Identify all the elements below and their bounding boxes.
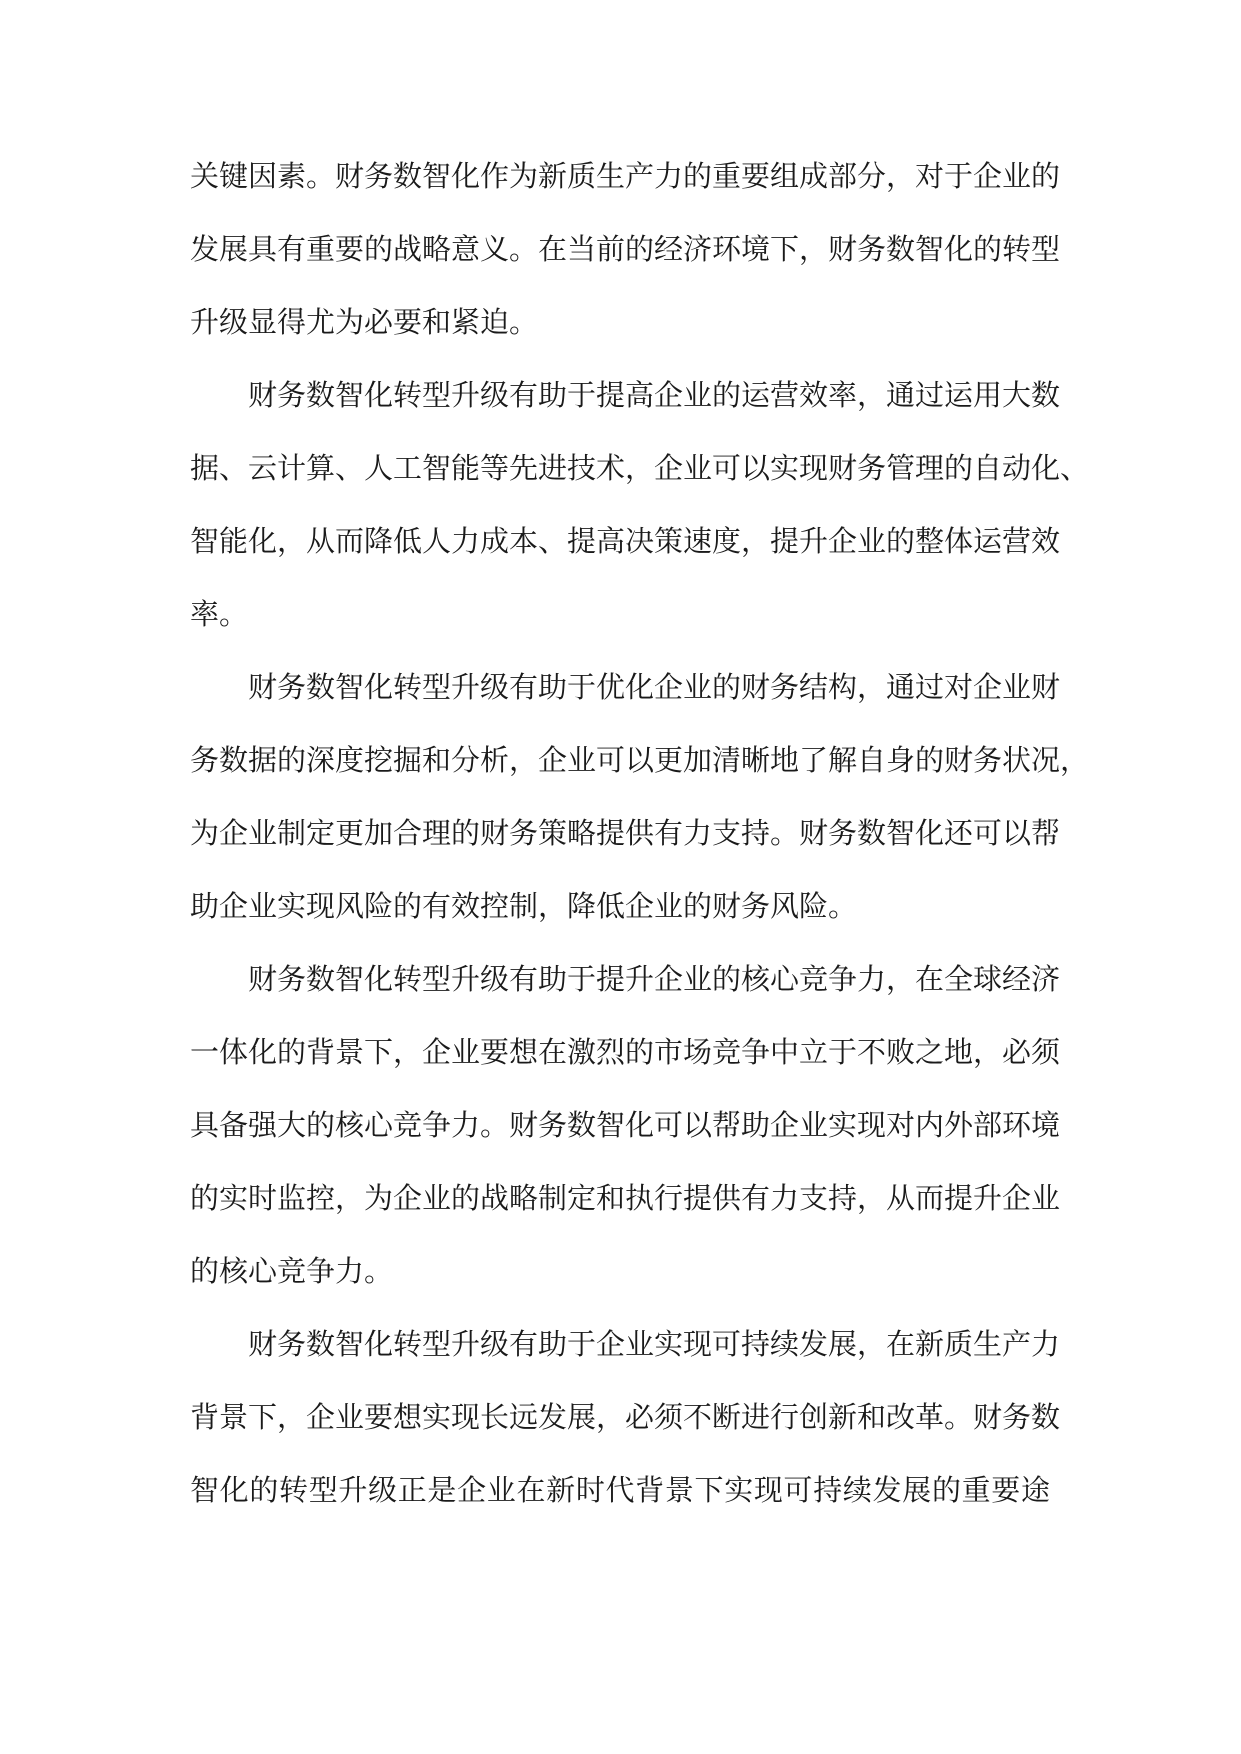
text-line: 为企业制定更加合理的财务策略提供有力支持。财务数智化还可以帮 (190, 816, 1061, 850)
document-body (190, 140, 1090, 1527)
text-line: 智化的转型升级正是企业在新时代背景下实现可持续发展的重要途 (190, 1473, 1050, 1507)
text-line: 财务数智化转型升级有助于优化企业的财务结构，通过对企业财 (248, 670, 1061, 704)
paragraph-2 (190, 359, 1090, 651)
text-line: 一体化的背景下，企业要想在激烈的市场竞争中立于不败之地，必须 (190, 1035, 1061, 1069)
text-line: 智能化，从而降低人力成本、提高决策速度，提升企业的整体运营效 (190, 524, 1061, 558)
text-line: 财务数智化转型升级有助于提高企业的运营效率，通过运用大数 (248, 378, 1061, 412)
text-line: 发展具有重要的战略意义。在当前的经济环境下，财务数智化的转型 (190, 232, 1061, 266)
text-line: 助企业实现风险的有效控制，降低企业的财务风险。 (190, 889, 858, 923)
text-line: 的实时监控，为企业的战略制定和执行提供有力支持，从而提升企业 (190, 1181, 1061, 1215)
paragraph-1 (190, 140, 1061, 359)
text-line: 具备强大的核心竞争力。财务数智化可以帮助企业实现对内外部环境 (190, 1108, 1061, 1142)
text-line: 财务数智化转型升级有助于提升企业的核心竞争力，在全球经济 (248, 962, 1061, 996)
paragraph-4 (190, 943, 1061, 1308)
text-line: 升级显得尤为必要和紧迫。 (190, 305, 539, 339)
text-line: 率。 (190, 597, 249, 631)
text-line: 关键因素。财务数智化作为新质生产力的重要组成部分，对于企业的 (190, 159, 1061, 193)
text-line: 务数据的深度挖掘和分析，企业可以更加清晰地了解自身的财务状况， (190, 743, 1090, 777)
text-line: 的核心竞争力。 (190, 1254, 394, 1288)
text-line: 财务数智化转型升级有助于企业实现可持续发展，在新质生产力 (248, 1327, 1061, 1361)
text-line: 据、云计算、人工智能等先进技术，企业可以实现财务管理的自动化、 (190, 451, 1090, 485)
text-line: 背景下，企业要想实现长远发展，必须不断进行创新和改革。财务数 (190, 1400, 1061, 1434)
paragraph-3 (190, 651, 1090, 943)
paragraph-5 (190, 1308, 1061, 1527)
